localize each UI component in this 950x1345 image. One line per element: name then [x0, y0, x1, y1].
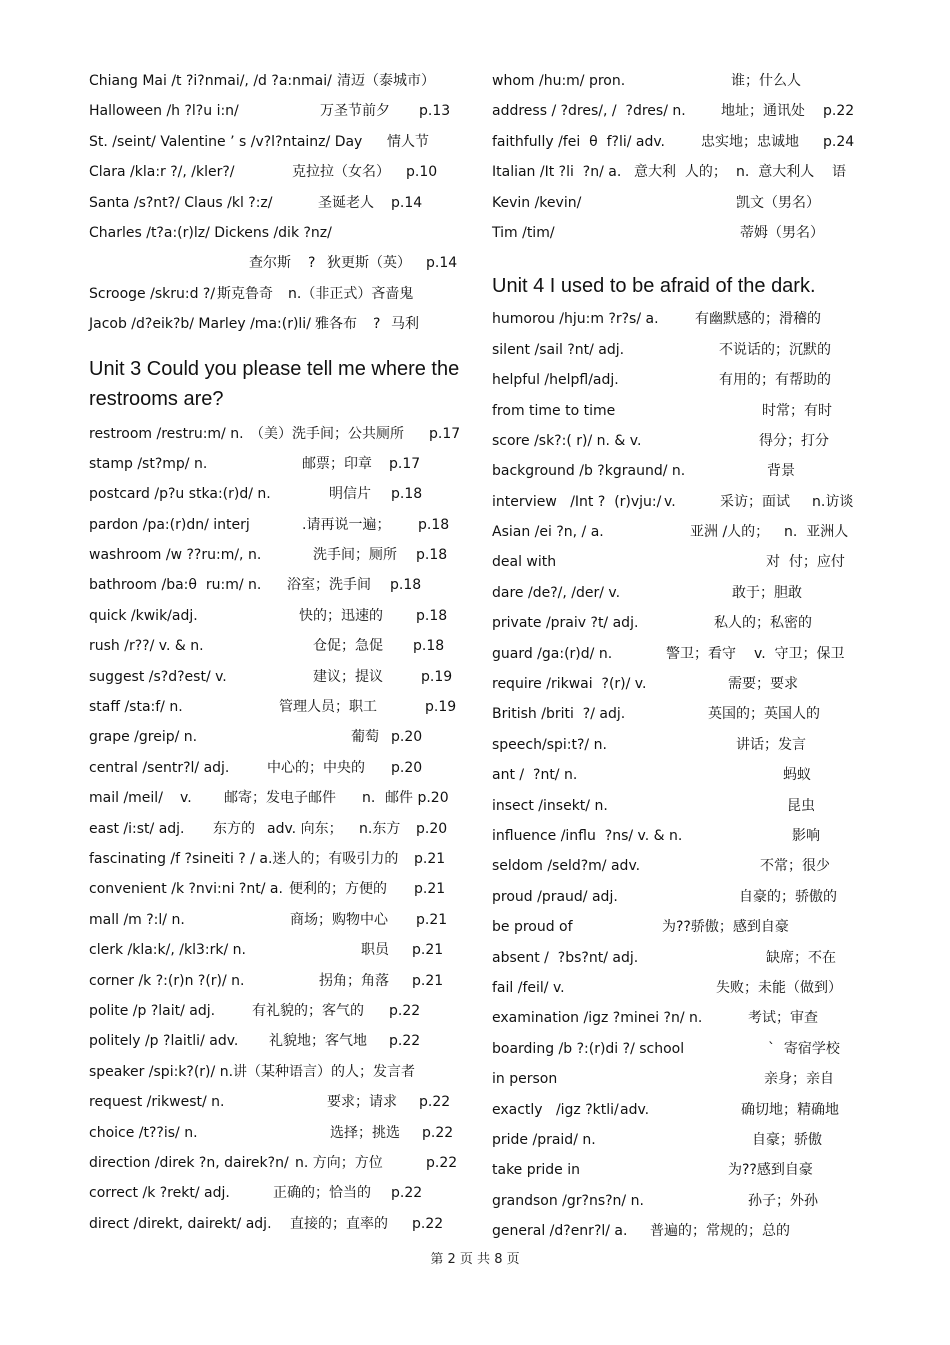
vocab-gloss: p.18 — [416, 547, 448, 564]
vocab-gloss: 商场；购物中心 — [290, 911, 388, 928]
vocab-gloss: 得分；打分 — [759, 432, 829, 449]
vocab-gloss: 警卫；看守 — [666, 645, 736, 662]
vocab-gloss: 洗手间；厕所 — [313, 547, 397, 564]
vocab-entry — [89, 127, 469, 157]
vocab-entry — [89, 844, 469, 874]
vocab-entry — [89, 1209, 469, 1239]
vocab-gloss: n. — [362, 790, 376, 807]
vocab-gloss: n. 意大利人 — [736, 164, 815, 181]
vocab-entry — [492, 1216, 862, 1246]
vocab-term: convenient /k ?nvi:ni ?nt/ a. — [89, 881, 283, 898]
vocab-gloss: 考试；审查 — [748, 1010, 818, 1027]
vocab-gloss: 有礼貌的；客气的 — [252, 1002, 364, 1019]
vocab-entry — [492, 365, 862, 395]
vocab-gloss: 不常；很少 — [760, 858, 830, 875]
vocab-term: grape /greip/ n. — [89, 729, 198, 746]
vocab-entry — [492, 973, 862, 1003]
vocab-gloss: p.14 — [426, 255, 458, 272]
vocab-entry — [89, 510, 469, 540]
vocab-gloss: 亲身；亲自 — [764, 1071, 834, 1088]
vocab-term: Charles /t?a:(r)lz/ Dickens /dik ?nz/ — [89, 224, 332, 241]
vocab-term: Kevin /kevin/ — [492, 194, 582, 211]
vocab-gloss: 直接的；直率的 — [290, 1215, 388, 1232]
vocab-term: Asian /ei ?n, / a. — [492, 524, 604, 541]
vocab-entry — [89, 935, 469, 965]
vocab-gloss: p.22 — [389, 1002, 421, 1019]
vocab-entry — [89, 662, 469, 692]
vocab-gloss: p.18 — [418, 516, 450, 533]
unit-heading: Unit 3 Could you please tell me where the restrooms are? — [89, 357, 460, 410]
vocab-entry — [492, 730, 862, 760]
vocab-term: proud /praud/ adj. — [492, 888, 618, 905]
vocab-term: be proud of — [492, 919, 573, 936]
vocab-gloss: 情人节 — [387, 133, 429, 150]
vocab-term: interview /Int ? (r)vju:/ — [492, 493, 662, 510]
vocab-entry — [89, 905, 469, 935]
vocab-entry — [89, 1026, 469, 1056]
vocab-gloss: 亚洲 /人的； — [690, 524, 770, 541]
vocab-gloss: p.17 — [389, 455, 421, 472]
unit-heading: Unit 4 I used to be afraid of the dark. — [492, 275, 816, 298]
vocab-entry — [492, 157, 862, 187]
vocab-gloss: p.18 — [413, 638, 445, 655]
vocab-gloss: （美）洗手间；公共厕所 — [250, 425, 404, 442]
vocab-gloss: 建议；提议 — [313, 668, 383, 685]
vocab-gloss: n. 亚洲人 — [784, 524, 849, 541]
vocab-gloss: p.20 — [391, 759, 423, 776]
vocab-entry — [492, 791, 862, 821]
vocab-term: fail /feil/ v. — [492, 979, 565, 996]
vocab-entry — [492, 127, 862, 157]
vocab-gloss: p.22 — [419, 1094, 451, 1111]
vocab-entry — [89, 157, 469, 187]
vocab-gloss: 语 — [832, 164, 846, 181]
vocab-gloss: 忠实地；忠诚地 — [701, 133, 799, 150]
vocab-gloss: 确切地；精确地 — [741, 1101, 839, 1118]
vocab-gloss: adv. 向东； — [267, 820, 343, 837]
vocab-term: bathroom /ba:θ ru:m/ n. — [89, 577, 262, 594]
vocab-entry — [492, 851, 862, 881]
vocab-gloss: adv. — [620, 1101, 650, 1118]
vocab-term: insect /insekt/ n. — [492, 797, 608, 814]
vocab-gloss: 要求；请求 — [327, 1094, 397, 1111]
vocab-term: polite /p ?lait/ adj. — [89, 1002, 216, 1019]
vocab-term: mail /meil/ — [89, 790, 163, 807]
vocab-gloss: 背景 — [767, 463, 795, 480]
vocab-term: private /praiv ?t/ adj. — [492, 615, 639, 632]
vocab-entry — [492, 882, 862, 912]
vocab-gloss: 采访；面试 — [720, 493, 790, 510]
section-spacer — [492, 248, 862, 257]
vocab-gloss: p.21 — [412, 942, 444, 959]
vocab-gloss: 东方的 — [213, 820, 255, 837]
vocab-gloss: 孙子；外孙 — [748, 1192, 818, 1209]
vocab-term: central /sentr?l/ adj. — [89, 759, 230, 776]
page-footer: 第 2 页 共 8 页 — [430, 1252, 520, 1267]
right-column — [492, 66, 862, 1246]
vocab-gloss: 圣诞老人 — [318, 194, 374, 211]
vocab-gloss: 邮寄；发电子邮件 — [224, 790, 336, 807]
vocab-entry — [492, 1034, 862, 1064]
vocab-gloss: 礼貌地；客气地 — [269, 1033, 367, 1050]
vocab-entry — [492, 821, 862, 851]
vocab-entry — [89, 1087, 469, 1117]
vocab-term: clerk /kla:k/, /kl3:rk/ n. — [89, 942, 246, 959]
vocab-term: pardon /pa:(r)dn/ interj — [89, 516, 250, 533]
vocab-term: request /rikwest/ n. — [89, 1094, 225, 1111]
vocab-term: whom /hu:m/ pron. — [492, 73, 626, 89]
vocab-entry — [492, 188, 862, 218]
vocab-term: dare /de?/, /der/ v. — [492, 584, 621, 601]
vocab-gloss: p.22 — [422, 1124, 454, 1141]
vocab-term: correct /k ?rekt/ adj. — [89, 1185, 230, 1202]
vocab-gloss: p.21 — [412, 972, 444, 989]
vocab-gloss: 失败；未能（做到） — [716, 979, 842, 996]
vocab-term: Santa /s?nt?/ Claus /kl ?:z/ — [89, 194, 273, 211]
vocab-gloss: 凯文（男名） — [736, 194, 820, 211]
vocab-gloss: 克拉拉（女名） — [292, 164, 390, 181]
vocab-gloss: 拐角；角落 — [319, 972, 389, 989]
vocab-term: require /rikwai ?(r)/ v. — [492, 676, 647, 693]
vocab-entry — [492, 1064, 862, 1094]
vocab-gloss: 明信片 — [329, 486, 371, 503]
vocab-term: quick /kwik/adj. — [89, 607, 198, 624]
vocab-entry — [492, 456, 862, 486]
vocab-term: deal with — [492, 554, 557, 571]
vocab-term: washroom /w ??ru:m/, n. — [89, 547, 262, 564]
vocab-gloss: v. 守卫；保卫 — [754, 645, 845, 662]
vocab-term: Italian /It ?li ?n/ a. — [492, 164, 622, 181]
vocab-gloss: p.20 — [416, 820, 448, 837]
vocab-gloss: n.（非正式）吝啬鬼 — [288, 285, 414, 302]
vocab-entry — [492, 547, 862, 577]
vocab-entry — [492, 335, 862, 365]
vocab-gloss: 地址；通讯处 — [721, 103, 805, 120]
vocab-term: Chiang Mai /t ?i?nmai/, /d ?a:nmai/ — [89, 73, 332, 89]
vocab-entry — [492, 426, 862, 456]
vocab-gloss: p.18 — [391, 486, 423, 503]
vocab-gloss: 需要；要求 — [728, 676, 798, 693]
vocab-entry — [89, 1178, 469, 1208]
vocab-gloss: p.24 — [823, 133, 855, 150]
vocab-term: direct /direkt, dairekt/ adj. — [89, 1215, 272, 1232]
vocab-term: 查尔斯 — [249, 255, 291, 272]
vocab-gloss: 中心的；中央的 — [267, 759, 365, 776]
vocab-term: postcard /p?u stka:(r)d/ n. — [89, 486, 271, 503]
vocab-gloss: 蒂姆（男名） — [740, 224, 824, 241]
vocab-gloss: 不说话的；沉默的 — [719, 341, 831, 358]
vocab-term: in person — [492, 1071, 558, 1088]
vocab-gloss: p.18 — [390, 577, 422, 594]
vocab-gloss: p.17 — [429, 425, 461, 442]
vocab-gloss: 管理人员；职工 — [279, 699, 377, 716]
vocab-term: silent /sail ?nt/ adj. — [492, 341, 625, 358]
vocab-term: seldom /seld?m/ adv. — [492, 858, 641, 875]
vocab-entry — [89, 1148, 469, 1178]
vocab-gloss: 意大利 人的； — [634, 164, 727, 181]
vocab-entry — [89, 188, 469, 218]
vocab-gloss: n.东方 — [359, 820, 401, 837]
vocab-gloss: 敢于；胆敢 — [732, 584, 802, 601]
vocab-gloss: 职员 — [361, 942, 389, 959]
vocab-gloss: 英国的；英国人的 — [708, 706, 820, 723]
vocab-entry — [89, 279, 469, 309]
vocab-term: general /d?enr?l/ a. — [492, 1223, 628, 1240]
vocab-term: St. /seint/ Valentine ’ s /v?l?ntainz/ Day — [89, 133, 363, 150]
vocab-term: background /b ?kgraund/ n. — [492, 463, 686, 480]
vocab-term: guard /ga:(r)d/ n. — [492, 645, 613, 662]
vocab-term: staff /sta:f/ n. — [89, 699, 183, 716]
vocab-term: fascinating /f ?sineiti ? / a.迷人的；有吸引力的 — [89, 850, 399, 867]
vocab-gloss: 为??骄傲；感到自豪 — [662, 919, 789, 936]
vocab-gloss: p.22 — [426, 1154, 458, 1171]
vocab-entry — [492, 96, 862, 126]
vocab-entry — [89, 96, 469, 126]
vocab-gloss: 普遍的；常规的；总的 — [650, 1223, 790, 1240]
vocab-term: east /i:st/ adj. — [89, 820, 185, 837]
vocab-entry — [89, 449, 469, 479]
vocab-gloss: 便利的；方便的 — [289, 881, 387, 898]
vocab-gloss: .请再说一遍； — [302, 516, 391, 533]
vocab-gloss: 有用的；有帮助的 — [719, 372, 831, 389]
vocab-term: boarding /b ?:(r)di ?/ school — [492, 1040, 685, 1057]
vocab-entry — [89, 966, 469, 996]
vocab-gloss: p.22 — [391, 1185, 423, 1202]
vocab-gloss: p.22 — [389, 1033, 421, 1050]
vocab-gloss: 清迈（泰城市） — [337, 73, 435, 89]
vocab-entry — [89, 996, 469, 1026]
vocab-entry — [89, 540, 469, 570]
vocab-gloss: 为??感到自豪 — [728, 1162, 813, 1179]
vocab-term: stamp /st?mp/ n. — [89, 455, 208, 472]
vocab-gloss: v. — [664, 493, 676, 510]
vocab-term: pride /praid/ n. — [492, 1131, 596, 1148]
vocab-entry — [89, 248, 469, 278]
vocab-term: Scrooge /skru:d ?/ — [89, 285, 216, 302]
vocab-term: Tim /tim/ — [492, 224, 555, 241]
vocab-entry — [492, 578, 862, 608]
vocab-entry — [89, 631, 469, 661]
vocab-entry — [492, 487, 862, 517]
vocab-entry — [89, 66, 469, 96]
vocab-term: score /sk?:( r)/ n. & v. — [492, 432, 642, 449]
vocab-entry — [89, 783, 469, 813]
vocab-gloss: 昆虫 — [787, 797, 815, 814]
vocab-gloss: p.19 — [425, 699, 457, 716]
vocab-gloss: p.21 — [414, 881, 446, 898]
vocab-term: influence /influ ?ns/ v. & n. — [492, 827, 683, 844]
vocab-term: British /briti ?/ adj. — [492, 706, 626, 723]
vocab-gloss: 邮票；印章 — [302, 455, 372, 472]
vocab-term: faithfully /fei θ f?li/ adv. — [492, 133, 666, 150]
vocab-entry — [89, 419, 469, 449]
vocab-entry — [89, 1057, 469, 1087]
vocab-term: mall /m ?:l/ n. — [89, 911, 185, 928]
vocab-term: restroom /restru:m/ n. — [89, 425, 244, 442]
vocab-term: politely /p ?laitli/ adv. — [89, 1033, 239, 1050]
vocab-entry — [492, 1003, 862, 1033]
vocab-gloss: 浴室；洗手间 — [287, 577, 371, 594]
vocab-gloss: 选择；挑选 — [330, 1124, 400, 1141]
vocab-gloss: 斯克鲁奇 — [217, 285, 273, 302]
vocab-gloss: ? — [373, 316, 381, 333]
vocab-entry — [492, 1125, 862, 1155]
vocab-entry — [89, 601, 469, 631]
vocab-gloss: 谁；什么人 — [731, 73, 801, 89]
vocab-term: grandson /gr?ns?n/ n. — [492, 1192, 644, 1209]
vocab-gloss: 正确的；恰当的 — [273, 1185, 371, 1202]
vocab-term: speaker /spi:k?(r)/ n.讲（某种语言）的人；发言者 — [89, 1063, 416, 1080]
vocab-gloss: p.18 — [416, 607, 448, 624]
vocab-term: helpful /helpfl/adj. — [492, 372, 619, 389]
vocab-gloss: 邮件 p.20 — [385, 790, 449, 807]
vocab-entry — [492, 304, 862, 334]
vocab-term: ant / ?nt/ n. — [492, 767, 578, 784]
vocab-gloss: p.13 — [419, 103, 451, 120]
vocab-gloss: ` 寄宿学校 — [768, 1040, 840, 1057]
vocab-term: take pride in — [492, 1162, 580, 1179]
vocab-gloss: 有幽默感的；滑稽的 — [695, 311, 821, 328]
vocab-term: absent / ?bs?nt/ adj. — [492, 949, 639, 966]
vocab-entry — [492, 608, 862, 638]
vocab-entry — [89, 722, 469, 752]
vocab-gloss: 马利 — [391, 316, 419, 333]
vocab-entry — [89, 874, 469, 904]
vocab-entry — [492, 1095, 862, 1125]
vocab-term: address / ?dres/, / ?dres/ n. — [492, 103, 686, 120]
vocab-entry — [492, 66, 862, 96]
vocab-entry — [89, 570, 469, 600]
vocab-term: direction /direk ?n, dairek?n/ — [89, 1154, 289, 1171]
vocab-entry — [492, 1186, 862, 1216]
vocab-term: suggest /s?d?est/ v. — [89, 668, 227, 685]
vocab-gloss: 万圣节前夕 — [320, 103, 390, 120]
vocab-gloss: p.21 — [414, 850, 446, 867]
vocab-gloss: p.22 — [823, 103, 855, 120]
vocab-gloss: 狄更斯（英） — [327, 255, 411, 272]
vocab-gloss: 缺席；不在 — [766, 949, 836, 966]
vocab-entry — [492, 639, 862, 669]
vocab-gloss: p.10 — [406, 164, 438, 181]
vocab-term: speech/spi:t?/ n. — [492, 736, 607, 753]
vocab-gloss: n. 方向；方位 — [295, 1154, 383, 1171]
vocab-entry — [89, 218, 469, 248]
vocab-gloss: p.22 — [412, 1215, 444, 1232]
vocab-term: from time to time — [492, 402, 616, 419]
vocab-term: rush /r??/ v. & n. — [89, 638, 204, 655]
vocab-term: Jacob /d?eik?b/ Marley /ma:(r)li/ — [89, 316, 311, 333]
vocab-gloss: n.访谈 — [812, 493, 854, 510]
left-column — [89, 66, 469, 1239]
vocab-gloss: 葡萄 — [351, 729, 379, 746]
vocab-gloss: 自豪；骄傲 — [752, 1131, 822, 1148]
vocab-entry — [89, 1118, 469, 1148]
vocab-entry — [492, 218, 862, 248]
vocab-gloss: 快的；迅速的 — [299, 607, 383, 624]
vocab-gloss: p.19 — [421, 668, 453, 685]
vocab-gloss: p.14 — [391, 194, 423, 211]
vocab-entry — [492, 912, 862, 942]
vocab-entry — [492, 1155, 862, 1185]
vocab-entry — [89, 479, 469, 509]
vocab-gloss: 仓促；急促 — [313, 638, 383, 655]
vocab-entry — [492, 760, 862, 790]
vocab-gloss: 自豪的；骄傲的 — [739, 888, 837, 905]
vocab-gloss: 影响 — [792, 827, 820, 844]
vocab-entry — [492, 699, 862, 729]
vocab-entry — [89, 753, 469, 783]
vocab-entry — [492, 669, 862, 699]
vocab-term: humorou /hju:m ?r?s/ a. — [492, 311, 659, 328]
vocab-term: examination /igz ?minei ?n/ n. — [492, 1010, 703, 1027]
vocab-entry — [89, 814, 469, 844]
vocab-entry — [492, 943, 862, 973]
vocab-gloss: 时常；有时 — [762, 402, 832, 419]
vocab-term: Halloween /h ?l?u i:n/ — [89, 103, 239, 120]
vocab-entry — [492, 396, 862, 426]
vocab-gloss: 雅各布 — [315, 316, 357, 333]
vocab-gloss: ? — [308, 255, 316, 272]
vocab-term: exactly /igz ?ktli/ — [492, 1101, 619, 1118]
vocab-term: corner /k ?:(r)n ?(r)/ n. — [89, 972, 245, 989]
vocab-entry — [89, 309, 469, 339]
vocab-entry — [492, 517, 862, 547]
vocab-term: Clara /kla:r ?/, /kler?/ — [89, 164, 235, 181]
vocab-gloss: p.21 — [416, 911, 448, 928]
vocab-gloss: 对 付；应付 — [766, 554, 845, 571]
vocab-entry — [89, 692, 469, 722]
vocab-term: choice /t??is/ n. — [89, 1124, 198, 1141]
vocab-gloss: 私人的；私密的 — [714, 615, 812, 632]
vocab-gloss: 蚂蚁 — [783, 767, 811, 784]
vocab-gloss: p.20 — [391, 729, 423, 746]
vocab-gloss: 讲话；发言 — [736, 736, 806, 753]
vocab-gloss: v. — [180, 790, 192, 807]
